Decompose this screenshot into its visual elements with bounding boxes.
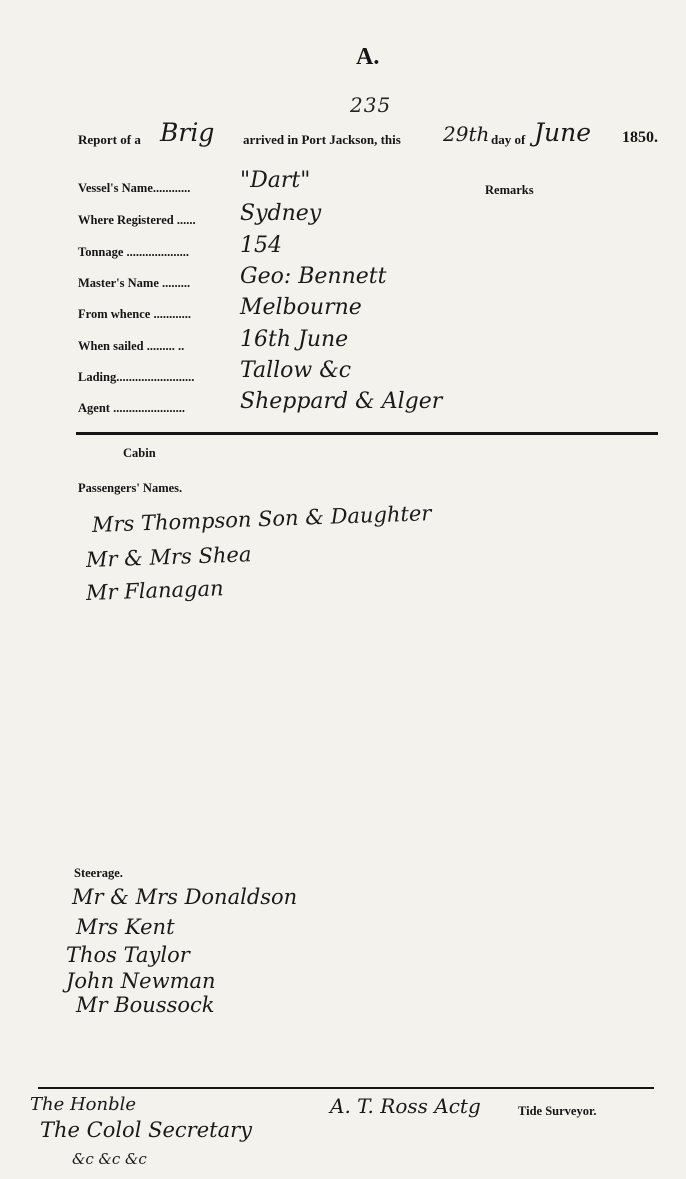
- steerage-passenger: Thos Taylor: [66, 943, 190, 967]
- surveyor-signature: A. T. Ross Actg: [330, 1094, 481, 1118]
- agent-label: Agent .......................: [78, 401, 185, 415]
- steerage-passenger: Mrs Kent: [76, 915, 175, 939]
- vessel-name-value: "Dart": [240, 168, 311, 193]
- when-sailed-label: When sailed ......... ..: [78, 339, 185, 353]
- arrival-day-value: 29th: [443, 122, 490, 146]
- lading-label: Lading.........................: [78, 370, 195, 384]
- steerage-passenger: Mr & Mrs Donaldson: [72, 885, 298, 909]
- surveyor-title: Tide Surveyor.: [518, 1104, 597, 1118]
- tonnage-value: 154: [240, 233, 282, 258]
- master-name-value: Geo: Bennett: [240, 264, 387, 289]
- day-of-label: day of: [491, 132, 526, 147]
- report-number: 235: [350, 93, 392, 117]
- address-line-1: The Honble: [30, 1094, 137, 1115]
- cabin-heading: Cabin: [123, 446, 156, 460]
- where-registered-value: Sydney: [240, 201, 322, 226]
- arrival-year: 1850.: [622, 129, 658, 146]
- vessel-name-label: Vessel's Name............: [78, 181, 191, 195]
- steerage-passenger: John Newman: [66, 969, 216, 993]
- cabin-passenger: Mr Flanagan: [85, 576, 224, 605]
- passengers-names-heading: Passengers' Names.: [78, 481, 183, 495]
- tonnage-label: Tonnage ....................: [78, 245, 190, 259]
- from-whence-value: Melbourne: [240, 295, 362, 320]
- cabin-passenger: Mrs Thompson Son & Daughter: [91, 501, 432, 537]
- agent-value: Sheppard & Alger: [240, 389, 443, 414]
- arrival-month-value: June: [534, 118, 592, 147]
- master-name-label: Master's Name .........: [78, 276, 191, 290]
- arrived-label: arrived in Port Jackson, this: [243, 132, 401, 147]
- from-whence-label: From whence ............: [78, 307, 191, 321]
- lading-value: Tallow &c: [240, 358, 352, 383]
- steerage-heading: Steerage.: [74, 866, 123, 880]
- steerage-passenger: Mr Boussock: [76, 993, 215, 1017]
- section-divider: [76, 432, 658, 435]
- cabin-passenger: Mr & Mrs Shea: [85, 542, 252, 572]
- vessel-type-value: Brig: [160, 118, 215, 147]
- report-of-label: Report of a: [78, 132, 141, 147]
- where-registered-label: Where Registered ......: [78, 213, 196, 227]
- when-sailed-value: 16th June: [240, 327, 349, 352]
- form-letter: A.: [356, 44, 380, 70]
- remarks-heading: Remarks: [485, 183, 534, 197]
- address-line-2: The Colol Secretary: [40, 1118, 252, 1142]
- footer-divider: [38, 1087, 654, 1089]
- address-line-3: &c &c &c: [72, 1150, 147, 1168]
